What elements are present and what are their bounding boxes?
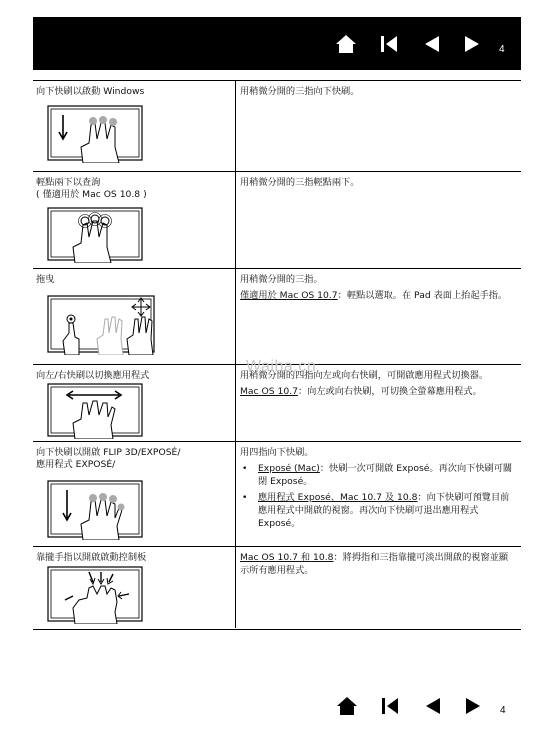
three-finger-double-tap-illustration (45, 205, 145, 263)
row-title (36, 177, 231, 200)
row3-description (240, 273, 515, 305)
row-title (36, 552, 231, 564)
row-title (36, 447, 231, 470)
three-finger-swipe-down-illustration (45, 103, 145, 163)
description-text (240, 385, 515, 398)
title-line: 應用程式 EXPOSÉ/ (36, 458, 116, 470)
description-text: 用稍微分開的四指向左或向右快刷，可開啟應用程式切換器。 (240, 370, 489, 381)
four-finger-swipe-sideways-illustration (45, 381, 145, 439)
page-number-footer: 4 (500, 705, 506, 716)
title-line: 輕點兩下以查詢 (36, 177, 101, 188)
home-icon[interactable] (335, 33, 357, 55)
four-finger-swipe-down-illustration (45, 478, 145, 540)
title-line: 靠攏手指以開啟啟動控制板 (36, 552, 147, 563)
title-line: 向下快刷以開啟 FLIP 3D/EXPOSÉ/ (36, 447, 181, 458)
first-page-icon[interactable] (379, 695, 401, 717)
underlined-label: Mac OS 10.7 和 10.8 (240, 552, 334, 563)
description-text: 用稍微分開的三指。 (240, 274, 323, 285)
row-title (36, 370, 231, 382)
row2-description (240, 176, 515, 192)
title-line: 向下快刷以啟動 Windows (36, 86, 145, 97)
previous-page-icon[interactable] (422, 695, 444, 717)
underlined-label: Exposé (Mac) (258, 463, 320, 474)
description-rest: ：向左或向右快刷，可切換全螢幕應用程式。 (297, 386, 482, 397)
three-finger-drag-illustration (45, 293, 157, 355)
underlined-label: 應用程式 Exposé、Mac 10.7 及 10.8 (258, 492, 418, 503)
description-text (240, 289, 515, 302)
row5-description (240, 446, 515, 533)
description-rest: ：輕點以選取。在 Pad 表面上抬起手指。 (337, 290, 508, 301)
bullet-item (240, 491, 515, 530)
description-text (240, 551, 515, 577)
next-page-icon[interactable] (461, 33, 483, 55)
watermark: Waiha.cn (246, 358, 317, 375)
previous-page-icon[interactable] (421, 33, 443, 55)
description-rest: ：快刷一次可開啟 Exposé。再次向下快刷可關閉 Exposé。 (258, 463, 513, 487)
row-title (36, 274, 231, 286)
pinch-launchpad-illustration (45, 564, 145, 624)
title-line: 向左/右快刷以切換應用程式 (36, 370, 150, 381)
bottom-navigation (336, 693, 526, 719)
header-bar (33, 17, 521, 70)
home-icon[interactable] (336, 695, 358, 717)
title-line: ( 僅適用於 Mac OS 10.8 ) (36, 188, 147, 200)
description-text: 用稍微分開的三指輕點兩下。 (240, 177, 360, 188)
bullet-item (240, 462, 515, 488)
description-rest: ：向下快刷可預覽目前應用程式中開啟的視窗。再次向下快刷可退出應用程式 Exposé。 (258, 492, 510, 529)
row-title (36, 86, 231, 98)
bullet-dot: • (242, 463, 248, 474)
next-page-icon[interactable] (462, 695, 484, 717)
underlined-label: Mac OS 10.7 (240, 386, 298, 397)
title-line: 拖曳 (36, 274, 55, 285)
underlined-label: 僅適用於 Mac OS 10.7 (240, 290, 338, 301)
description-text: 用稍微分開的三指向下快刷。 (240, 86, 360, 97)
row1-description (240, 85, 515, 101)
page-number-header: 4 (499, 44, 505, 55)
column-divider (235, 80, 236, 628)
description-text: 用四指向下快刷。 (240, 447, 314, 458)
bullet-dot: • (242, 492, 248, 503)
row6-description (240, 551, 515, 580)
description-rest: ：將拇指和三指靠攏可淡出開啟的視窗並顯示所有應用程式。 (240, 552, 509, 576)
first-page-icon[interactable] (378, 33, 400, 55)
